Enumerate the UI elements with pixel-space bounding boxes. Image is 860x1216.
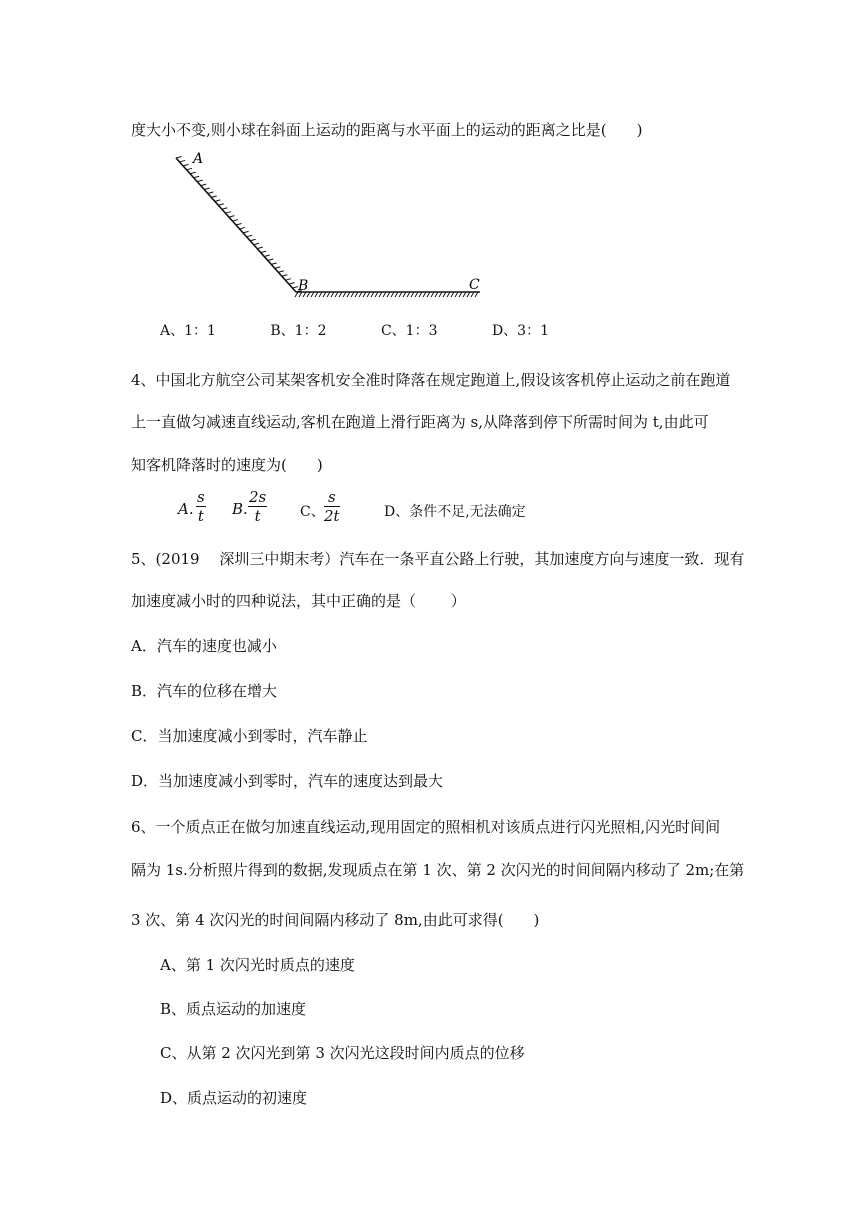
option-b-fraction bbox=[248, 488, 267, 525]
hatch-mark bbox=[204, 188, 210, 190]
option-a-prefix: A. bbox=[178, 500, 194, 518]
question-6-line-2: 隔为 1s.分析照片得到的数据,发现质点在第 1 次、第 2 次闪光的时间间隔内移动了 2m;在第 bbox=[131, 861, 745, 879]
hatch-mark bbox=[218, 204, 224, 206]
option-c-prefix: C、 bbox=[300, 504, 325, 520]
hatch-mark bbox=[232, 220, 238, 222]
question-4-line-1: 4、中国北方航空公司某架客机安全准时降落在规定跑道上,假设该客机停止运动之前在跑道 bbox=[131, 371, 731, 389]
question-3-text-tail: 度大小不变,则小球在斜面上运动的距离与水平面上的运动的距离之比是( ) bbox=[131, 121, 643, 139]
point-c-label: C bbox=[469, 277, 480, 293]
question-5-line-1: 5、(2019 深圳三中期末考）汽车在一条平直公路上行驶，其加速度方向与速度一致．现有 bbox=[131, 550, 745, 568]
question-6-line-1: 6、一个质点正在做匀加速直线运动,现用固定的照相机对该质点进行闪光照相,闪光时间间 bbox=[131, 818, 721, 836]
option-d: D、条件不足,无法确定 bbox=[384, 504, 526, 520]
hatch-mark bbox=[190, 172, 196, 174]
hatch-mark bbox=[225, 212, 231, 214]
hatch-mark bbox=[211, 196, 217, 198]
hatch-mark bbox=[261, 251, 267, 253]
question-6-line-3: 3 次、第 4 次闪光的时间间隔内移动了 8m,由此可求得( ) bbox=[131, 911, 540, 929]
option-a: A、1：1 bbox=[160, 323, 216, 339]
hatch-mark bbox=[222, 208, 228, 210]
hatch-mark bbox=[197, 180, 203, 182]
hatch-mark bbox=[278, 271, 284, 273]
question-5-line-2: 加速度减小时的四种说法，其中正确的是（ ） bbox=[131, 592, 466, 610]
hatch-mark bbox=[275, 267, 281, 269]
option-b: B、1：2 bbox=[270, 323, 327, 339]
hatch-mark bbox=[271, 263, 277, 265]
hatch-mark bbox=[289, 283, 295, 285]
hatch-mark bbox=[264, 255, 270, 257]
incline-diagram bbox=[0, 0, 860, 320]
incline-hatching bbox=[176, 157, 302, 293]
hatch-mark bbox=[187, 168, 193, 170]
hatch-mark bbox=[208, 192, 214, 194]
hatch-mark bbox=[254, 243, 260, 245]
point-a-label: A bbox=[193, 151, 204, 167]
option-a-numerator: s bbox=[197, 488, 205, 506]
point-b-label: B bbox=[298, 278, 309, 294]
hatch-mark bbox=[243, 231, 249, 233]
option-b-numerator: 2s bbox=[249, 488, 267, 506]
question-5-option-b: B．汽车的位移在增大 bbox=[131, 682, 278, 700]
hatch-mark bbox=[268, 259, 274, 261]
hatch-mark bbox=[236, 224, 242, 226]
option-a-fraction bbox=[196, 488, 206, 525]
question-4-line-2: 上一直做匀减速直线运动,客机在跑道上滑行距离为 s,从降落到停下所需时间为 t,由此可 bbox=[131, 413, 709, 431]
question-6-option-d: D、质点运动的初速度 bbox=[160, 1089, 308, 1107]
hatch-mark bbox=[282, 275, 288, 277]
hatch-mark bbox=[215, 200, 221, 202]
hatch-mark bbox=[183, 164, 189, 166]
option-c-numerator: s bbox=[324, 488, 340, 507]
option-c-denominator: 2t bbox=[324, 507, 340, 525]
hatch-mark bbox=[240, 227, 246, 229]
option-c: C、1：3 bbox=[380, 323, 438, 339]
option-c-fraction bbox=[324, 488, 340, 525]
hatch-mark bbox=[229, 216, 235, 218]
option-a-denominator: t bbox=[197, 507, 204, 525]
hatch-mark bbox=[176, 157, 182, 159]
hatch-mark bbox=[194, 176, 200, 178]
hatch-mark bbox=[250, 239, 256, 241]
hatch-mark bbox=[247, 235, 253, 237]
question-5-option-d: D．当加速度减小到零时，汽车的速度达到最大 bbox=[131, 772, 444, 790]
question-4-line-3: 知客机降落时的速度为( ) bbox=[131, 456, 323, 474]
question-6-option-b: B、质点运动的加速度 bbox=[160, 1000, 307, 1018]
hatch-mark bbox=[201, 184, 207, 186]
hatch-mark bbox=[285, 279, 291, 281]
incline-diagram-lines bbox=[176, 158, 480, 292]
option-b-denominator: t bbox=[254, 507, 261, 525]
option-b-prefix: B. bbox=[232, 500, 248, 518]
question-5-option-a: A．汽车的速度也减小 bbox=[131, 637, 277, 655]
hatch-mark bbox=[257, 247, 263, 249]
question-5-option-c: C．当加速度减小到零时，汽车静止 bbox=[131, 727, 368, 745]
question-6-option-c: C、从第 2 次闪光到第 3 次闪光这段时间内质点的位移 bbox=[160, 1044, 525, 1062]
question-6-option-a: A、第 1 次闪光时质点的速度 bbox=[160, 956, 355, 974]
hatch-mark bbox=[180, 160, 186, 162]
question-3-options bbox=[160, 320, 599, 340]
option-d: D、3：1 bbox=[491, 323, 549, 339]
